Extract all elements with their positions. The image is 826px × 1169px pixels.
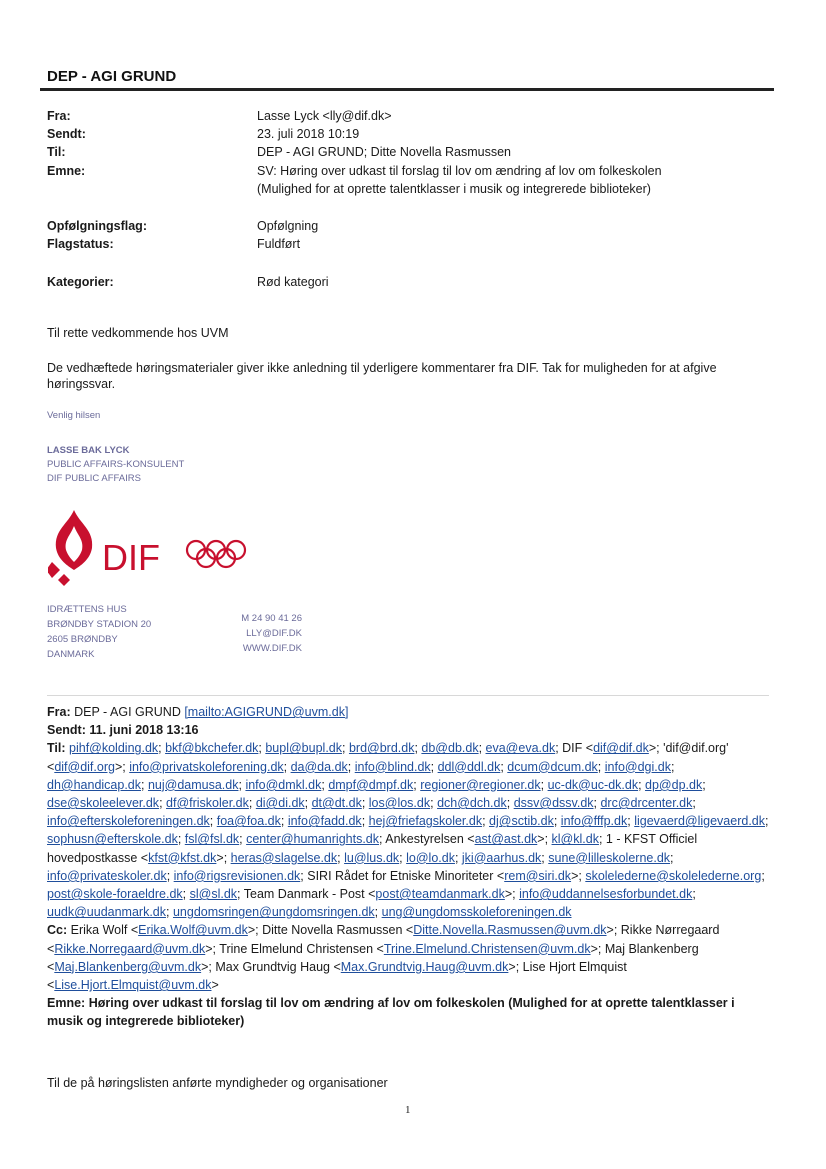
fwd-from-label: Fra: — [47, 705, 71, 719]
email-link[interactable]: heras@slagelse.dk — [230, 850, 338, 865]
email-link[interactable]: lu@lus.dk — [344, 850, 400, 865]
email-link[interactable]: fsl@fsl.dk — [184, 832, 240, 847]
email-link[interactable]: dif@dif.org — [54, 759, 115, 774]
email-link[interactable]: df@friskoler.dk — [166, 796, 249, 811]
dif-logo-text: DIF — [102, 537, 160, 578]
email-link[interactable]: info@privateskoler.dk — [47, 868, 167, 883]
header-label: Sendt: — [47, 127, 86, 141]
email-link[interactable]: lo@lo.dk — [406, 850, 455, 865]
body-paragraph: De vedhæftede høringsmaterialer giver ikke anledning til yderligere kommentarer fra DIF. Tak for muligheden for at afgive høringssvar. — [47, 361, 717, 391]
fwd-from-name: DEP - AGI GRUND — [74, 705, 181, 719]
recipient-text: ; — [454, 850, 462, 865]
email-link[interactable]: Erika.Wolf@uvm.dk — [138, 923, 248, 938]
email-link[interactable]: foa@foa.dk — [216, 814, 281, 829]
recipient-text: ; — [342, 741, 349, 756]
signature-role: PUBLIC AFFAIRS-KONSULENT — [47, 459, 185, 470]
recipient-text: ; — [248, 796, 256, 811]
email-link[interactable]: ast@ast.dk — [474, 832, 538, 847]
recipient-text: ; — [361, 814, 369, 829]
address-line: 2605 BRØNDBY — [47, 634, 118, 645]
recipient-text: ; — [670, 850, 674, 865]
email-link[interactable]: di@di.dk — [255, 796, 305, 811]
signature-greeting: Venlig hilsen — [47, 410, 101, 421]
email-link[interactable]: kl@kl.dk — [551, 832, 599, 847]
email-link[interactable]: regioner@regioner.dk — [420, 777, 541, 792]
email-link[interactable]: dt@dt.dk — [311, 796, 362, 811]
recipient-text: Erika Wolf < — [70, 923, 139, 938]
recipient-text: ; — [182, 887, 190, 902]
fwd-from-link[interactable]: [mailto:AGIGRUND@uvm.dk] — [184, 705, 349, 719]
email-link[interactable]: skolelederne@skolelederne.org — [585, 868, 762, 883]
email-link[interactable]: jki@aarhus.dk — [461, 850, 542, 865]
recipient-text: ; — [597, 759, 605, 774]
recipient-text: ; — [670, 759, 675, 774]
page-number: 1 — [405, 1104, 411, 1116]
fwd-subject-value: Høring over udkast til forslag til lov om ændring af lov om folkeskolen (Mulighed for at oprette talentklasser i musik og integrerede biblioteker) — [47, 996, 735, 1029]
title-rule — [40, 88, 774, 91]
fwd-subject-label: Emne: — [47, 996, 86, 1011]
email-link[interactable]: Max.Grundtvig.Haug@uvm.dk — [340, 959, 509, 974]
contact-web: WWW.DIF.DK — [242, 643, 302, 654]
olympic-rings-icon — [187, 541, 245, 567]
recipient-text: ; — [541, 850, 549, 865]
header-label: Til: — [47, 145, 66, 159]
signature-name: LASSE BAK LYCK — [47, 445, 130, 456]
email-link[interactable]: info@privatskoleforening.dk — [129, 759, 284, 774]
header-value: Fuldført — [257, 237, 301, 251]
recipient-text: ; — [304, 796, 312, 811]
email-link[interactable]: los@los.dk — [368, 796, 431, 811]
recipient-text: ; — [166, 868, 174, 883]
recipient-text: >; Lise Hjort Elmquist < — [47, 959, 627, 993]
fwd-cc-line — [47, 921, 771, 994]
recipient-text: >; Rikke Nørregaard < — [47, 923, 720, 956]
recipient-text: >; — [504, 887, 520, 902]
fwd-from-line — [47, 703, 771, 721]
email-link[interactable]: eva@eva.dk — [485, 741, 556, 756]
email-link[interactable]: info@fffp.dk — [560, 814, 628, 829]
recipient-text: ; Ankestyrelsen < — [379, 832, 475, 847]
address-line: IDRÆTTENS HUS — [47, 604, 127, 615]
email-link[interactable]: Rikke.Norregaard@uvm.dk — [54, 941, 206, 956]
fwd-sent-label: Sendt: — [47, 723, 86, 738]
recipient-text: ; — [337, 850, 345, 865]
recipient-text: ; — [347, 759, 355, 774]
dif-logo — [48, 508, 258, 588]
header-value: Opfølgning — [257, 219, 319, 233]
email-link[interactable]: hej@friefagskoler.dk — [368, 814, 483, 829]
recipient-text: ; — [166, 905, 173, 920]
recipient-text: ; — [239, 832, 247, 847]
email-link[interactable]: dse@skoleelever.dk — [47, 796, 160, 811]
fwd-to-list — [47, 741, 769, 919]
recipient-text: ; — [238, 777, 246, 792]
email-link[interactable]: dp@dp.dk — [645, 777, 703, 792]
recipient-text: >; Maj Blankenberg < — [47, 941, 699, 974]
recipient-text: ; — [361, 796, 369, 811]
email-link[interactable]: Maj.Blankenberg@uvm.dk — [54, 959, 202, 974]
email-link[interactable]: dcum@dcum.dk — [507, 759, 598, 774]
fwd-to-line — [47, 739, 771, 921]
dif-flame-icon — [48, 510, 92, 586]
recipient-text: >; — [216, 850, 231, 865]
email-link[interactable]: dj@sctib.dk — [489, 814, 554, 829]
header-label: Flagstatus: — [47, 237, 114, 251]
contact-phone: M 24 90 41 26 — [241, 613, 302, 624]
email-link[interactable]: dssv@dssv.dk — [513, 796, 594, 811]
fwd-sent-line — [47, 721, 771, 739]
email-link[interactable]: rem@siri.dk — [504, 868, 572, 883]
email-link[interactable]: dmpf@dmpf.dk — [328, 777, 414, 792]
email-link[interactable]: bkf@bkchefer.dk — [165, 741, 259, 756]
email-link[interactable]: sophusn@efterskole.dk — [47, 832, 178, 847]
recipient-text: ; — [692, 887, 696, 902]
recipient-text: ; — [593, 796, 601, 811]
email-link[interactable]: ungdomsringen@ungdomsringen.dk — [172, 905, 375, 920]
fwd-cc-list — [47, 923, 719, 992]
recipient-text: ; SIRI Rådet for Etniske Minoriteter < — [300, 868, 505, 883]
email-link[interactable]: info@dgi.dk — [604, 759, 671, 774]
recipient-text: >; Max Grundtvig Haug < — [201, 959, 341, 974]
email-link[interactable]: info@fadd.dk — [287, 814, 362, 829]
header-label: Kategorier: — [47, 275, 114, 289]
email-link[interactable]: brd@brd.dk — [348, 741, 415, 756]
recipient-text: ; — [627, 814, 635, 829]
address-line: BRØNDBY STADION 20 — [47, 619, 152, 630]
header-label: Emne: — [47, 164, 86, 178]
recipient-text: ; — [430, 796, 438, 811]
fwd-to-label: Til: — [47, 741, 66, 756]
recipient-text: >; — [114, 759, 130, 774]
recipient-text: > — [211, 978, 219, 993]
contact-email: LLY@DIF.DK — [246, 628, 302, 639]
email-link[interactable]: ddl@ddl.dk — [437, 759, 501, 774]
address-line: DANMARK — [47, 649, 95, 660]
email-link[interactable]: Trine.Elmelund.Christensen@uvm.dk — [383, 941, 591, 956]
email-link[interactable]: drc@drcenter.dk — [600, 796, 693, 811]
recipient-text: ; — [702, 777, 706, 792]
recipient-text: ; — [159, 796, 167, 811]
email-link[interactable]: uudk@uudanmark.dk — [47, 905, 167, 920]
email-link[interactable]: info@rigsrevisionen.dk — [173, 868, 301, 883]
email-link[interactable]: dch@dch.dk — [437, 796, 507, 811]
fwd-sent-value: 11. juni 2018 13:16 — [89, 723, 199, 738]
signature-block — [47, 444, 184, 486]
header-label: Fra: — [47, 109, 71, 123]
email-link[interactable]: info@efterskoleforeningen.dk — [47, 814, 210, 829]
email-link[interactable]: da@da.dk — [290, 759, 348, 774]
forwarded-header — [47, 703, 771, 1031]
email-link[interactable]: post@skole-foraeldre.dk — [47, 887, 183, 902]
email-link[interactable]: center@humanrights.dk — [246, 832, 380, 847]
email-link[interactable]: Ditte.Novella.Rasmussen@uvm.dk — [413, 923, 607, 938]
recipient-text: ; — [158, 741, 166, 756]
email-link[interactable]: info@uddannelsesforbundet.dk — [519, 887, 693, 902]
recipient-text: ; — [430, 759, 438, 774]
recipient-text: ; — [761, 868, 765, 883]
header-value: (Mulighed for at oprette talentklasser i musik og integrerede biblioteker) — [257, 182, 651, 196]
recipient-text: ; — [399, 850, 407, 865]
fwd-subject-line — [47, 994, 771, 1030]
recipient-text: ; — [500, 759, 508, 774]
recipient-text: >; — [537, 832, 552, 847]
recipient-text: ; — [638, 777, 646, 792]
recipient-text: ; — [506, 796, 514, 811]
email-link[interactable]: post@teamdanmark.dk — [375, 887, 505, 902]
header-value: 23. juli 2018 10:19 — [257, 127, 360, 141]
email-link[interactable]: info@dmkl.dk — [245, 777, 322, 792]
recipient-text: >; 'dif@dif.org' < — [47, 741, 729, 774]
recipient-text: ; — [414, 741, 422, 756]
recipient-text: >; Trine Elmelund Christensen < — [205, 941, 384, 956]
recipient-text: ; — [374, 905, 382, 920]
recipient-text: ; — [413, 777, 421, 792]
email-link[interactable]: kfst@kfst.dk — [148, 850, 217, 865]
recipient-text: >; — [571, 868, 586, 883]
recipient-text: ; Team Danmark - Post < — [237, 887, 376, 902]
email-link[interactable]: Lise.Hjort.Elmquist@uvm.dk — [54, 978, 212, 993]
fwd-cc-label: Cc: — [47, 923, 68, 938]
header-value: SV: Høring over udkast til forslag til lov om ændring af lov om folkeskolen — [257, 164, 662, 178]
email-link[interactable]: dh@handicap.dk — [47, 777, 142, 792]
email-link[interactable]: sune@lilleskolerne.dk — [548, 850, 671, 865]
recipient-text: ; — [321, 777, 329, 792]
email-link[interactable]: sl@sl.dk — [189, 887, 238, 902]
recipient-text: ; — [283, 759, 291, 774]
recipient-text: ; — [141, 777, 148, 792]
recipient-text: ; — [482, 814, 490, 829]
recipient-text: ; — [177, 832, 185, 847]
closing-line: Til de på høringslisten anførte myndigheder og organisationer — [47, 1076, 388, 1090]
header-label: Opfølgningsflag: — [47, 219, 147, 233]
email-link[interactable]: nuj@damusa.dk — [147, 777, 239, 792]
email-link[interactable]: ligevaerd@ligevaerd.dk — [634, 814, 766, 829]
header-value: Rød kategori — [257, 275, 329, 289]
recipient-text: ; 1 - KFST Officiel hovedpostkasse < — [47, 832, 698, 865]
email-link[interactable]: ung@ungdomsskoleforeningen.dk — [381, 905, 572, 920]
recipient-text: ; — [692, 796, 696, 811]
email-link[interactable]: dif@dif.dk — [593, 741, 649, 756]
email-link[interactable]: info@blind.dk — [354, 759, 431, 774]
recipient-text: ; — [280, 814, 288, 829]
signature-contact — [229, 611, 302, 656]
email-link[interactable]: uc-dk@uc-dk.dk — [547, 777, 639, 792]
recipient-text: ; — [540, 777, 548, 792]
email-link[interactable]: pihf@kolding.dk — [69, 741, 159, 756]
recipient-text: ; — [209, 814, 217, 829]
recipient-text: >; Ditte Novella Rasmussen < — [247, 923, 414, 938]
recipient-text: ; — [258, 741, 266, 756]
header-value: Lasse Lyck <lly@dif.dk> — [257, 109, 392, 123]
recipient-text: ; — [478, 741, 486, 756]
email-link[interactable]: bupl@bupl.dk — [265, 741, 342, 756]
salutation: Til rette vedkommende hos UVM — [47, 326, 229, 340]
recipient-text: ; — [765, 814, 769, 829]
email-link[interactable]: db@db.dk — [421, 741, 479, 756]
signature-dept: DIF PUBLIC AFFAIRS — [47, 473, 141, 484]
signature-address — [47, 602, 151, 662]
forward-divider — [47, 695, 769, 696]
page-title: DEP - AGI GRUND — [47, 68, 177, 85]
header-value: DEP - AGI GRUND; Ditte Novella Rasmussen — [257, 145, 512, 159]
recipient-text: ; — [553, 814, 561, 829]
recipient-text: ; DIF < — [555, 741, 594, 756]
